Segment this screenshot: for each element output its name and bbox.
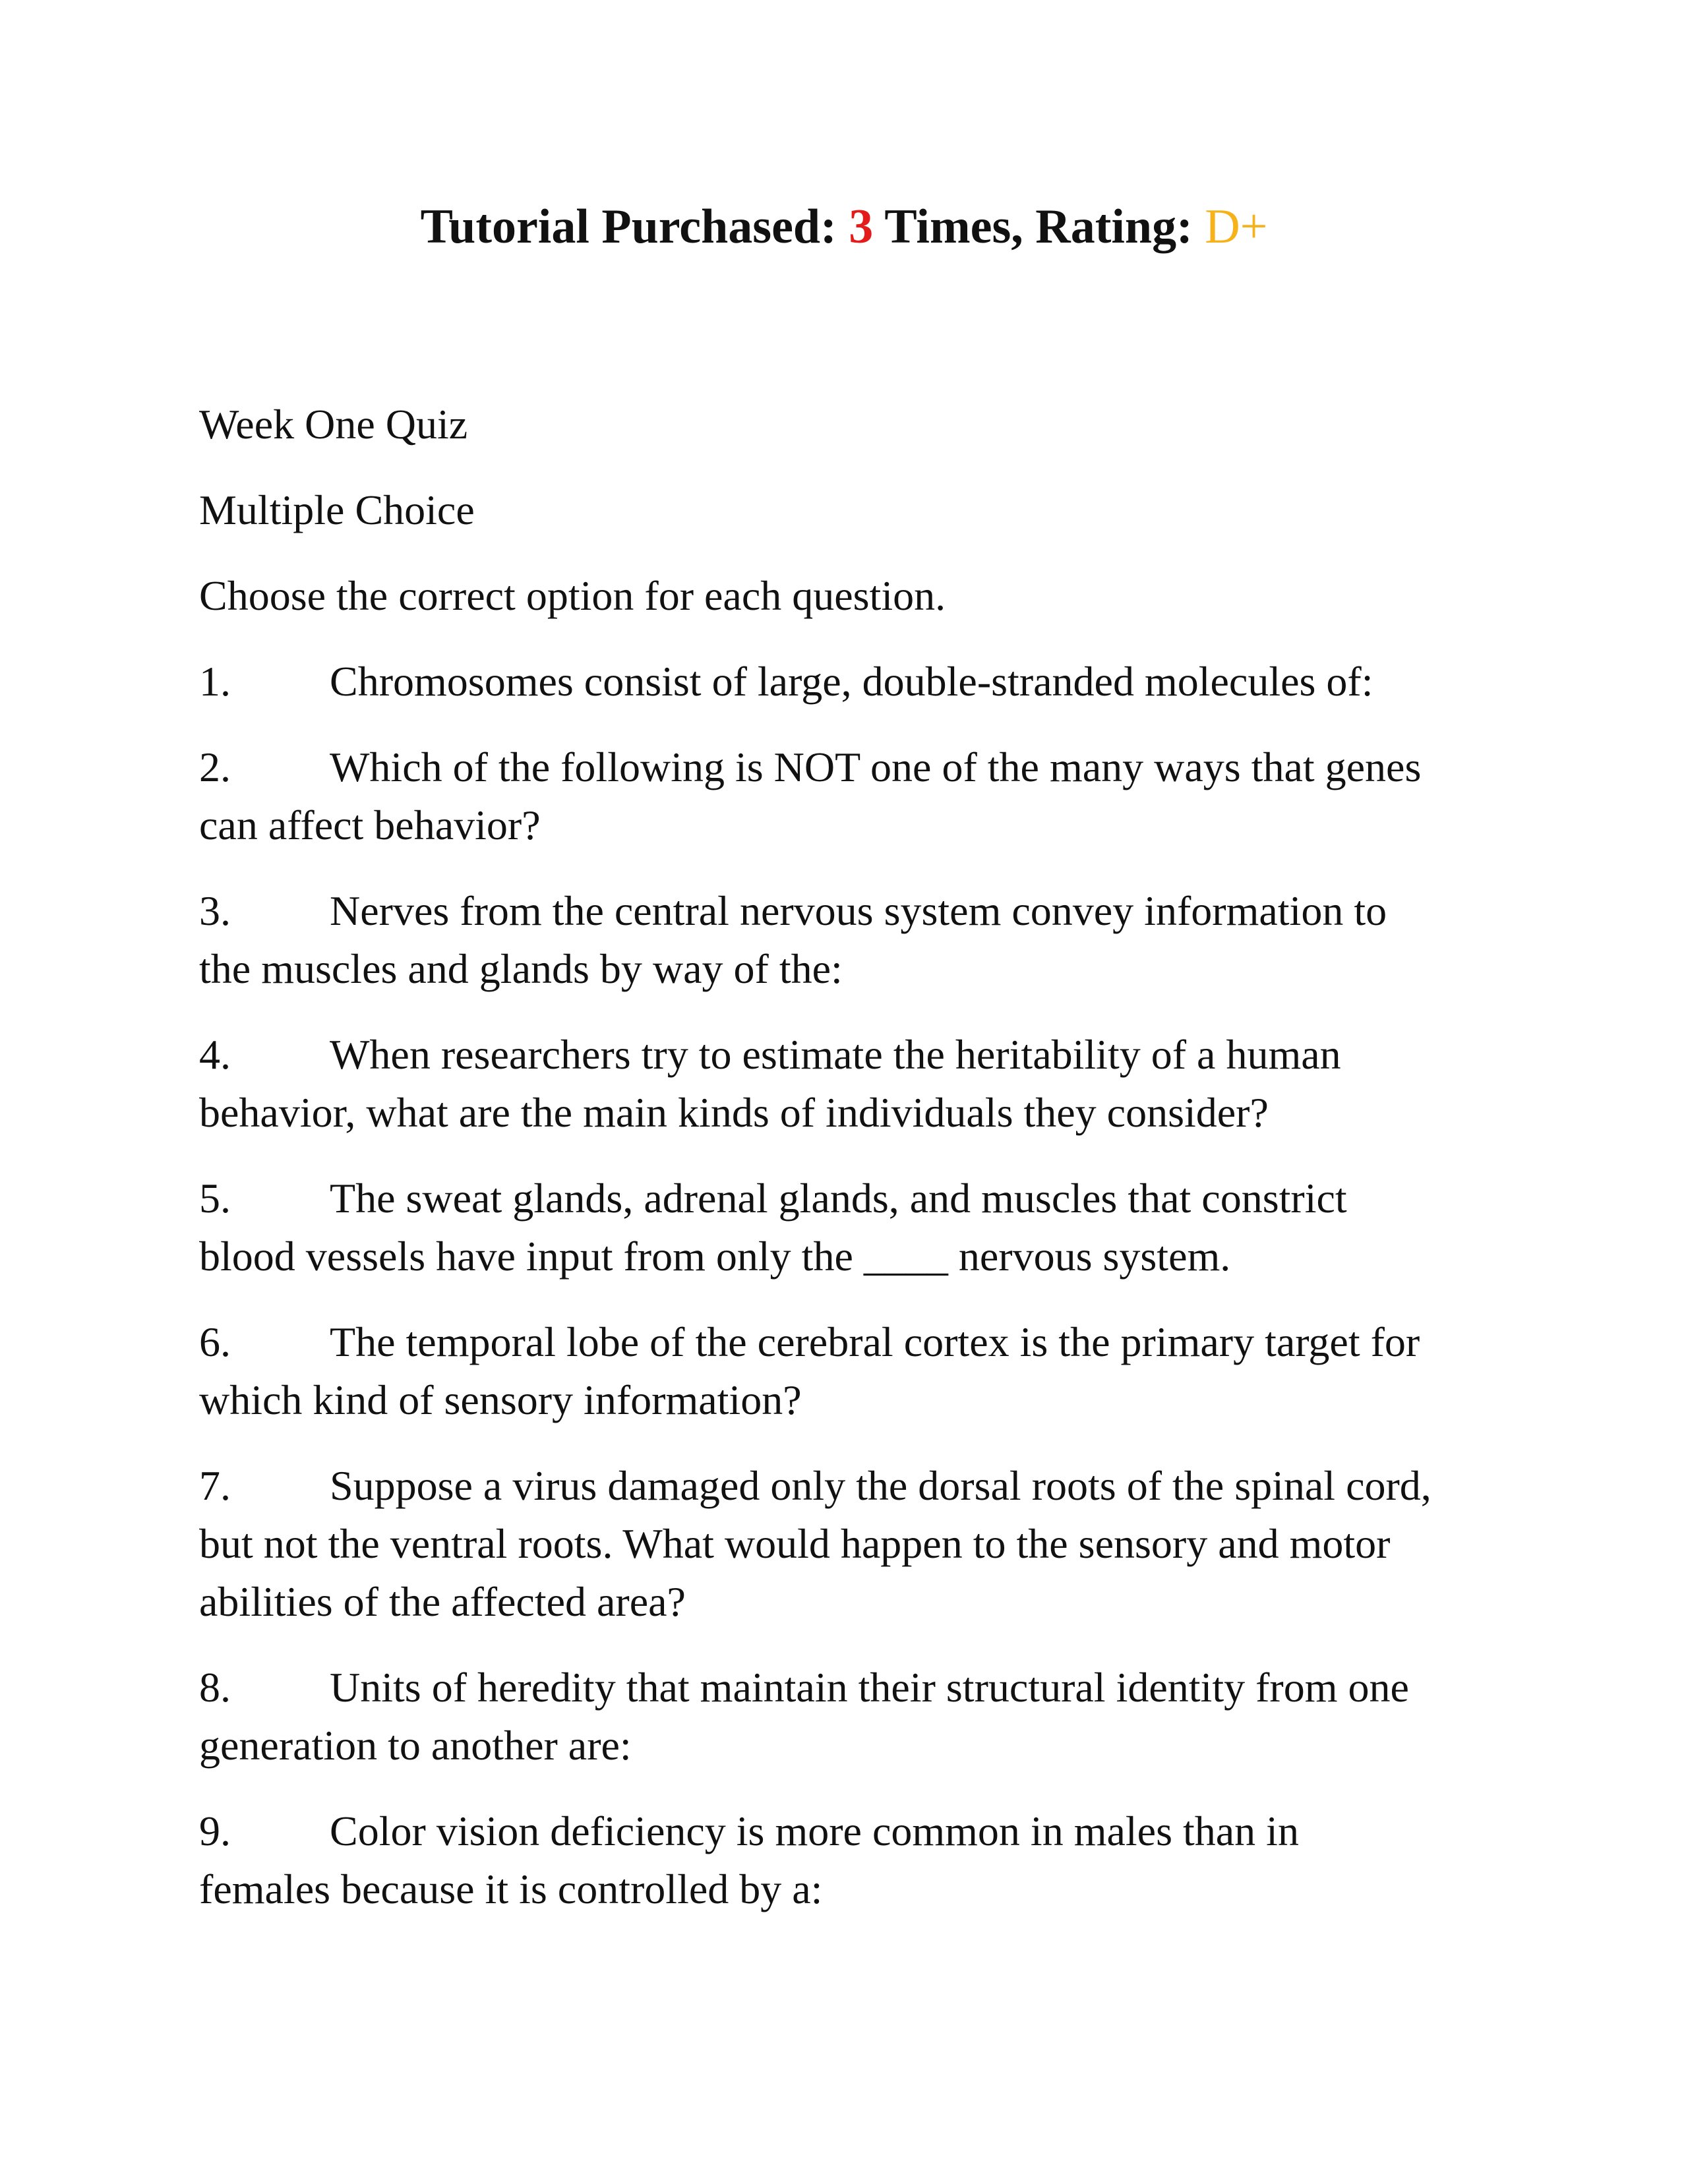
- title-purchased-label: Tutorial Purchased:: [420, 200, 837, 254]
- question-number: 9.: [199, 1808, 231, 1854]
- question-item: [199, 1313, 1505, 1429]
- question-number: 1.: [199, 658, 231, 705]
- question-text: When researchers try to estimate the heritability of a human: [330, 1031, 1341, 1078]
- question-number: 3.: [199, 887, 231, 934]
- question-line: [199, 1860, 1505, 1918]
- question-item: [199, 738, 1505, 854]
- question-line: [199, 1313, 1505, 1371]
- question-text: which kind of sensory information?: [199, 1376, 802, 1423]
- question-text: behavior, what are the main kinds of individuals they consider?: [199, 1089, 1269, 1136]
- question-item: [199, 1802, 1505, 1918]
- question-text: but not the ventral roots. What would happen to the sensory and motor: [199, 1520, 1391, 1567]
- question-line: [199, 1457, 1505, 1515]
- question-item: [199, 1169, 1505, 1285]
- question-line: [199, 738, 1505, 796]
- question-number: 5.: [199, 1175, 231, 1222]
- question-text: Chromosomes consist of large, double-stranded molecules of:: [330, 658, 1373, 705]
- question-line: [199, 796, 1505, 854]
- question-line: [199, 1227, 1505, 1285]
- question-text: females because it is controlled by a:: [199, 1866, 823, 1912]
- question-number: 6.: [199, 1318, 231, 1365]
- question-line: [199, 1717, 1505, 1775]
- question-text: the muscles and glands by way of the:: [199, 945, 843, 992]
- section-heading: Multiple Choice: [199, 487, 475, 533]
- quiz-title: Week One Quiz: [199, 401, 468, 448]
- question-item: [199, 653, 1505, 711]
- question-text: Color vision deficiency is more common in males than in: [330, 1808, 1299, 1854]
- question-list: [199, 653, 1505, 1918]
- instructions: Choose the correct option for each question.: [199, 572, 946, 619]
- question-text: generation to another are:: [199, 1722, 632, 1769]
- question-text: blood vessels have input from only the ____ nervous system.: [199, 1233, 1231, 1280]
- title-times-rating-label: Times, Rating:: [884, 200, 1193, 254]
- question-text: Units of heredity that maintain their structural identity from one: [330, 1664, 1409, 1711]
- rating-grade: D+: [1205, 200, 1268, 254]
- question-text: Nerves from the central nervous system convey information to: [330, 887, 1387, 934]
- page-title: [0, 195, 1688, 258]
- question-number: 4.: [199, 1031, 231, 1078]
- question-line: [199, 1169, 1505, 1227]
- question-text: The temporal lobe of the cerebral cortex is the primary target for: [330, 1318, 1420, 1365]
- question-text: can affect behavior?: [199, 802, 541, 848]
- question-line: [199, 1515, 1505, 1573]
- question-line: [199, 653, 1505, 711]
- question-text: abilities of the affected area?: [199, 1578, 686, 1625]
- purchase-count: 3: [849, 200, 874, 254]
- question-line: [199, 1573, 1505, 1631]
- question-text: Suppose a virus damaged only the dorsal roots of the spinal cord,: [330, 1462, 1432, 1509]
- question-line: [199, 1659, 1505, 1717]
- question-line: [199, 1026, 1505, 1084]
- question-item: [199, 882, 1505, 998]
- question-line: [199, 1371, 1505, 1429]
- question-item: [199, 1026, 1505, 1142]
- quiz-content: [199, 396, 1505, 1946]
- question-text: Which of the following is NOT one of the many ways that genes: [330, 744, 1422, 790]
- question-line: [199, 1084, 1505, 1142]
- question-number: 7.: [199, 1462, 231, 1509]
- question-line: [199, 1802, 1505, 1860]
- question-line: [199, 940, 1505, 998]
- question-line: [199, 882, 1505, 940]
- question-item: [199, 1659, 1505, 1775]
- question-item: [199, 1457, 1505, 1631]
- question-number: 2.: [199, 744, 231, 790]
- question-number: 8.: [199, 1664, 231, 1711]
- question-text: The sweat glands, adrenal glands, and muscles that constrict: [330, 1175, 1347, 1222]
